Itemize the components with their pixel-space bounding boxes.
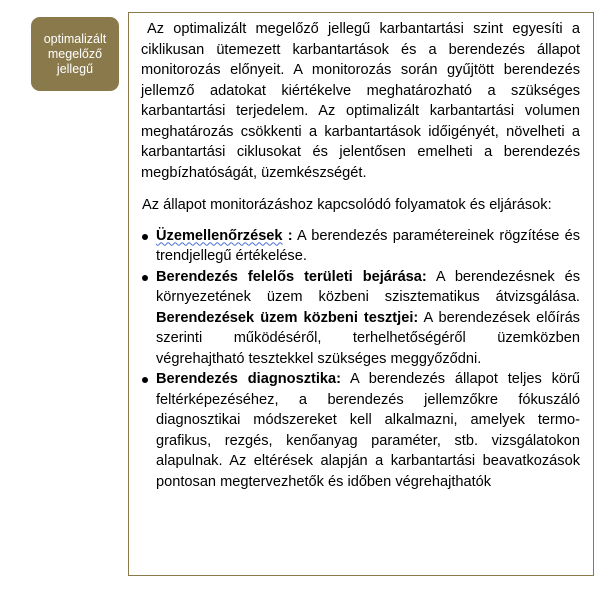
tag-line-1: optimalizált [43, 31, 107, 46]
category-tag [31, 17, 119, 91]
subheading: Az állapot monitorázáshoz kapcsolódó folyamatok és eljárások: [142, 197, 552, 213]
list-item [141, 226, 580, 267]
list-item-text-2: A berendezések előírás szerinti működéséről, terhelhetőségéről üzemközben végrehajtható tesztekkel szükséges meggyőződni. [156, 309, 580, 367]
list-item-term-2: Berendezések üzem közbeni tesztjei: [156, 309, 419, 326]
content-box [128, 12, 594, 576]
list-item [141, 369, 580, 492]
intro-paragraph: Az optimalizált megelőző jellegű karbantartási szint egyesíti a ciklikusan ütemezett karbantartások és a berendezés állapot monitorozás előnyeit. A monitorozás során gyűjtött berendezés jellemző adatokat kiértékelve meghatározható a szükséges karbantartási terjedelem. Az optimalizált karbantartási volumen meghatározás csökkenti a karbantartások időigényét, növelheti a karbantartási ciklusokat és jelentősen emelheti a berendezés megbízhatóságát, üzemkészségét. [141, 21, 580, 181]
list-item-separator: : [282, 227, 293, 244]
list-item-term: Üzemellenőrzések [156, 227, 283, 244]
procedure-list [141, 226, 580, 493]
list-item-term: Berendezés diagnosztika: [156, 371, 342, 387]
list-item-text: A berendezés állapot teljes körű feltérképezéséhez, a berendezés jellemzőkre fókuszáló diagnosztikai módszereket kell alkalmazni, amelyek termo-grafikus, rezgés, kenőanyag paraméter, stb. vizsgálatokon alapulnak. Az eltérések alapján a karbantartási beavatkozások pontosan megtervezhetők és időben végrehajthatók [156, 371, 580, 490]
tag-line-3: jellegű [56, 61, 94, 76]
list-item [141, 267, 580, 370]
list-item-text: A berendezésnek és környezetének üzem közbeni szisztematikus átvizsgálása. [156, 268, 580, 305]
category-tag-label [40, 32, 111, 77]
list-item-text: A berendezés paramétereinek rögzítése és trendjellegű értékelése. [156, 227, 580, 264]
tag-line-2: megelőző [47, 46, 103, 61]
list-item-term: Berendezés felelős területi bejárása: [156, 268, 427, 285]
